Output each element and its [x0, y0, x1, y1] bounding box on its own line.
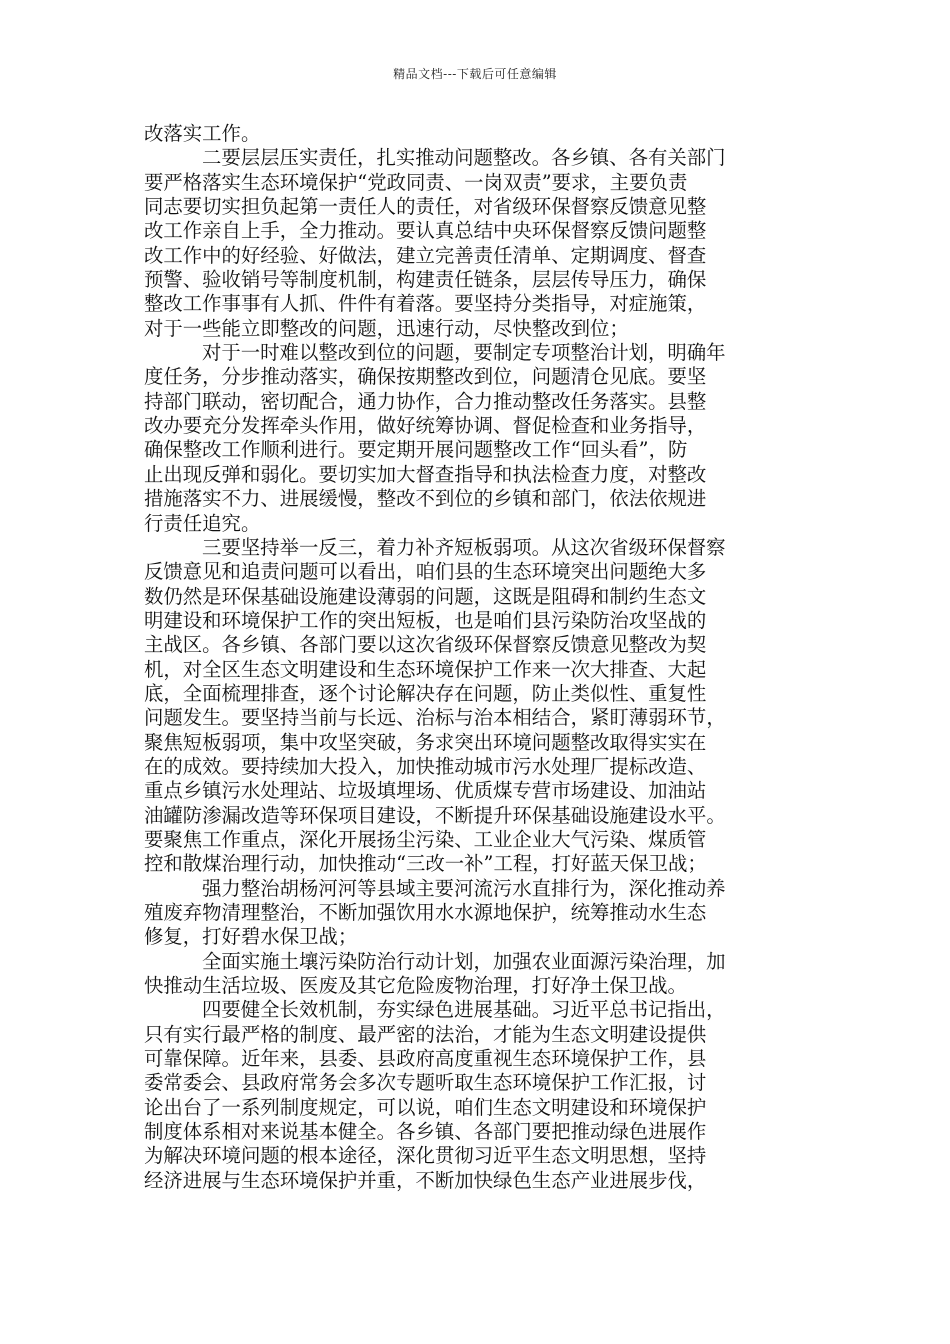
- paragraph: [144, 146, 812, 341]
- text-line: 行责任追究。: [144, 511, 261, 535]
- text-line: 论出台了一系列制度规定，可以说，咱们生态文明建设和环境保护: [144, 1095, 707, 1119]
- text-line: 改落实工作。: [144, 122, 261, 145]
- text-line: 主战区。各乡镇、各部门要以这次省级环保督察反馈意见整改为契: [144, 633, 707, 657]
- text-line: 修复，打好碧水保卫战；: [144, 925, 358, 949]
- text-line: 只有实行最严格的制度、最严密的法治，才能为生态文明建设提供: [144, 1022, 707, 1046]
- paragraph: [144, 536, 812, 877]
- text-line: 制度体系相对来说基本健全。各乡镇、各部门要把推动绿色进展作: [144, 1120, 707, 1144]
- text-line: 数仍然是环保基础设施建设薄弱的问题，这既是阻碍和制约生态文: [144, 584, 707, 608]
- text-line: 改工作中的好经验、好做法，建立完善责任清单、定期调度、督查: [144, 243, 707, 267]
- text-line: 反馈意见和追责问题可以看出，咱们县的生态环境突出问题绝大多: [144, 560, 707, 584]
- paragraph: [144, 950, 812, 999]
- text-line: 全面实施土壤污染防治行动计划，加强农业面源污染治理，加: [202, 949, 726, 973]
- text-line: 明建设和环境保护工作的突出短板，也是咱们县污染防治攻坚战的: [144, 608, 707, 632]
- text-line: 确保整改工作顺利进行。要定期开展问题整改工作“回头看”，防: [144, 438, 688, 462]
- text-line: 油罐防渗漏改造等环保项目建设，不断提升环保基础设施建设水平。: [144, 803, 726, 827]
- text-line: 重点乡镇污水处理站、垃圾填埋场、优质煤专营市场建设、加油站: [144, 779, 707, 803]
- text-line: 对于一些能立即整改的问题，迅速行动，尽快整改到位；: [144, 316, 629, 340]
- text-line: 整改工作事事有人抓、件件有着落。要坚持分类指导，对症施策，: [144, 292, 707, 316]
- text-line: 止出现反弹和弱化。要切实加大督查指导和执法检查力度，对整改: [144, 462, 707, 486]
- text-line: 四要健全长效机制，夯实绿色进展基础。习近平总书记指出，: [202, 998, 726, 1022]
- page-header: 精品文档---下载后可任意编辑: [393, 67, 557, 81]
- text-line: 为解决环境问题的根本途径，深化贯彻习近平生态文明思想，坚持: [144, 1144, 707, 1168]
- text-line: 经济进展与生态环境保护并重，不断加快绿色生态产业进展步伐，: [144, 1168, 707, 1192]
- text-line: 委常委会、县政府常务会多次专题听取生态环境保护工作汇报，讨: [144, 1071, 707, 1095]
- text-line: 在的成效。要持续加大投入，加快推动城市污水处理厂提标改造、: [144, 754, 707, 778]
- text-line: 要严格落实生态环境保护“党政同责、一岗双责”要求，主要负责: [144, 170, 688, 194]
- text-line: 聚焦短板弱项，集中攻坚突破，务求突出环境问题整改取得实实在: [144, 730, 707, 754]
- document-body: [144, 122, 812, 1193]
- paragraph: [144, 877, 812, 950]
- text-line: 对于一时难以整改到位的问题，要制定专项整治计划，明确年: [202, 341, 726, 365]
- text-line: 可靠保障。近年来，县委、县政府高度重视生态环境保护工作，县: [144, 1047, 707, 1071]
- paragraph: [144, 122, 812, 146]
- text-line: 度任务，分步推动落实，确保按期整改到位，问题清仓见底。要坚: [144, 365, 707, 389]
- paragraph: [144, 998, 812, 1193]
- text-line: 持部门联动，密切配合，通力协作，合力推动整改任务落实。县整: [144, 389, 707, 413]
- text-line: 快推动生活垃圾、医废及其它危险废物治理，打好净土保卫战。: [144, 974, 687, 998]
- text-line: 预警、验收销号等制度机制，构建责任链条，层层传导压力，确保: [144, 268, 707, 292]
- text-line: 机，对全区生态文明建设和生态环境保护工作来一次大排查、大起: [144, 657, 707, 681]
- text-line: 三要坚持举一反三，着力补齐短板弱项。从这次省级环保督察: [202, 535, 726, 559]
- text-line: 底，全面梳理排查，逐个讨论解决存在问题，防止类似性、重复性: [144, 681, 707, 705]
- text-line: 措施落实不力、进展缓慢，整改不到位的乡镇和部门，依法依规进: [144, 487, 707, 511]
- text-line: 殖废弃物清理整治，不断加强饮用水水源地保护，统筹推动水生态: [144, 901, 707, 924]
- text-line: 要聚焦工作重点，深化开展扬尘污染、工业企业大气污染、煤质管: [144, 827, 707, 851]
- text-line: 同志要切实担负起第一责任人的责任，对省级环保督察反馈意见整: [144, 195, 707, 219]
- paragraph: [144, 341, 812, 536]
- text-line: 改工作亲自上手，全力推动。要认真总结中央环保督察反馈问题整: [144, 219, 707, 243]
- text-line: 二要层层压实责任，扎实推动问题整改。各乡镇、各有关部门: [202, 146, 726, 170]
- text-line: 控和散煤治理行动，加快推动“三改一补”工程，打好蓝天保卫战；: [144, 852, 707, 876]
- text-line: 改办要充分发挥牵头作用，做好统筹协调、督促检查和业务指导，: [144, 414, 707, 438]
- text-line: 问题发生。要坚持当前与长远、治标与治本相结合，紧盯薄弱环节，: [144, 706, 726, 730]
- text-line: 强力整治胡杨河河等县域主要河流污水直排行为，深化推动养: [202, 876, 726, 900]
